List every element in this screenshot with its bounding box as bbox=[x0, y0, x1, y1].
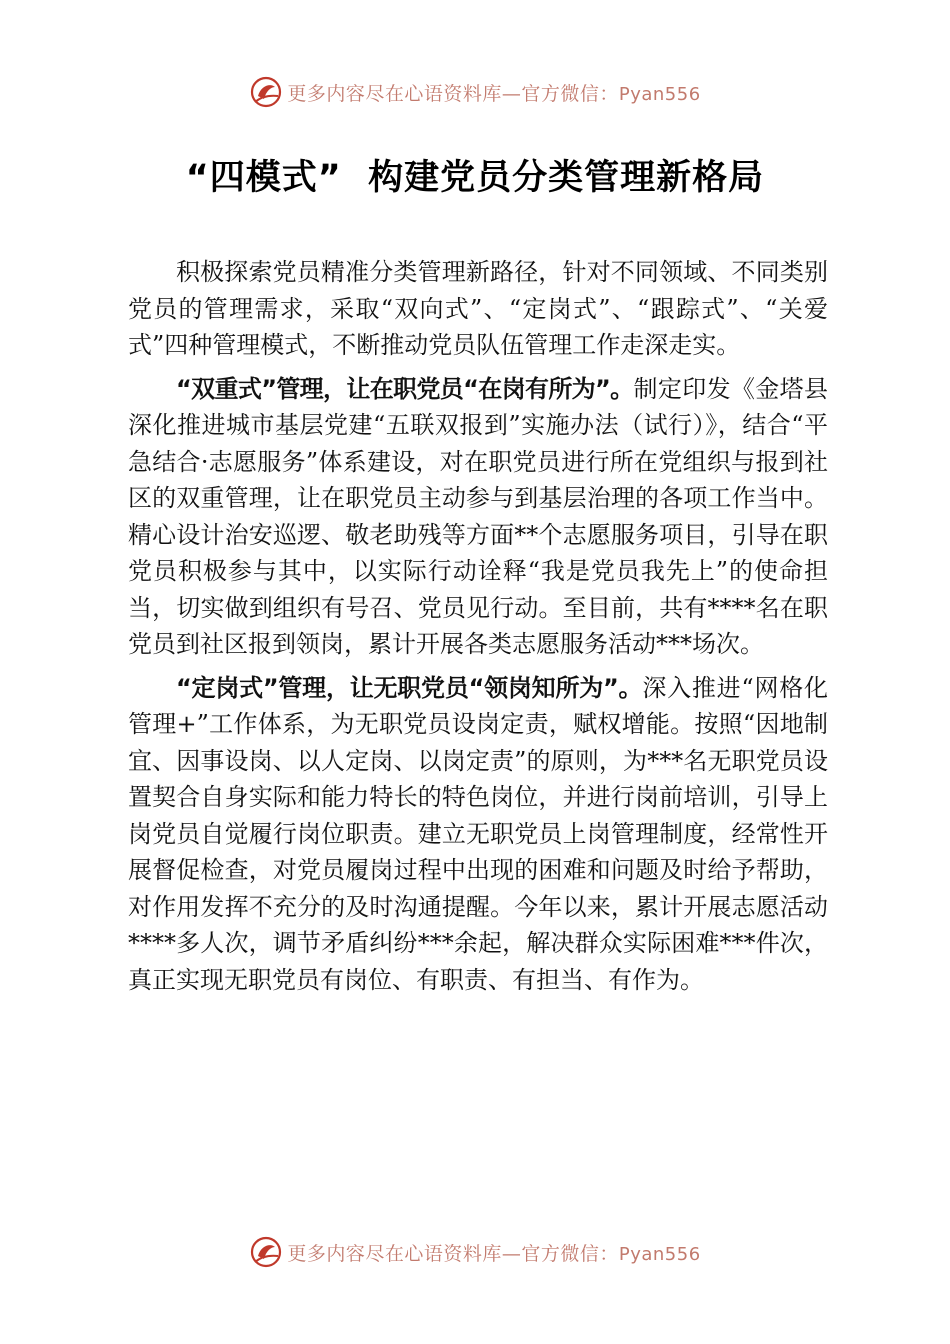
watermark-wechat-id: Pyan556 bbox=[618, 83, 701, 105]
watermark-text: 更多内容尽在心语资料库—官方微信：Pyan556 bbox=[287, 1242, 701, 1265]
intro-paragraph: 积极探索党员精准分类管理新路径，针对不同领域、不同类别党员的管理需求，采取“双向式”、“定岗式”、“跟踪式”、“关爱式”四种管理模式，不断推动党员队伍管理工作走深走实。 bbox=[128, 258, 828, 359]
page-title: “四模式” 构建党员分类管理新格局 bbox=[185, 158, 765, 198]
section-paragraph-dual bbox=[128, 371, 828, 663]
watermark-wechat-id: Pyan556 bbox=[618, 1243, 701, 1265]
watermark-logo-icon bbox=[249, 75, 283, 109]
watermark-logo-icon bbox=[249, 1235, 283, 1269]
section-text: 深入推进“网格化管理+”工作体系，为无职党员设岗定责，赋权增能。按照“因地制宜、因事设岗、以人定岗、以岗定责”的原则，为***名无职党员设置契合自身实际和能力特长的特色岗位，并进行岗前培训，引导上岗党员自觉履行岗位职责。建立无职党员上岗管理制度，经常性开展督促检查，对党员履岗过程中出现的困难和问题及时给予帮助，对作用发挥不充分的及时沟通提醒。今年以来，累计开展志愿活动****多人次，调节矛盾纠纷***余起，解决群众实际困难***件次，真正实现无职党员有岗位、有职责、有担当、有作为。 bbox=[128, 673, 828, 994]
watermark-text: 更多内容尽在心语资料库—官方微信：Pyan556 bbox=[287, 82, 701, 105]
section-text: 制定印发《金塔县深化推进城市基层党建“五联双报到”实施办法（试行）》，结合“平急结合·志愿服务”体系建设，对在职党员进行所在党组织与报到社区的双重管理，让在职党员主动参与到基层治理的各项工作当中。精心设计治安巡逻、敬老助残等方面**个志愿服务项目，引导在职党员积极参与其中，以实际行动诠释“我是党员我先上”的使命担当，切实做到组织有号召、党员见行动。至目前，共有****名在职党员到社区报到领岗，累计开展各类志愿服务活动***场次。 bbox=[128, 374, 829, 658]
section-paragraph-post bbox=[128, 670, 828, 999]
header-watermark bbox=[0, 72, 950, 112]
document-body bbox=[128, 254, 828, 1005]
section-heading: “双重式”管理，让在职党员“在岗有所为”。 bbox=[176, 374, 634, 403]
section-heading: “定岗式”管理，让无职党员“领岗知所为”。 bbox=[176, 673, 643, 702]
footer-watermark bbox=[0, 1232, 950, 1272]
